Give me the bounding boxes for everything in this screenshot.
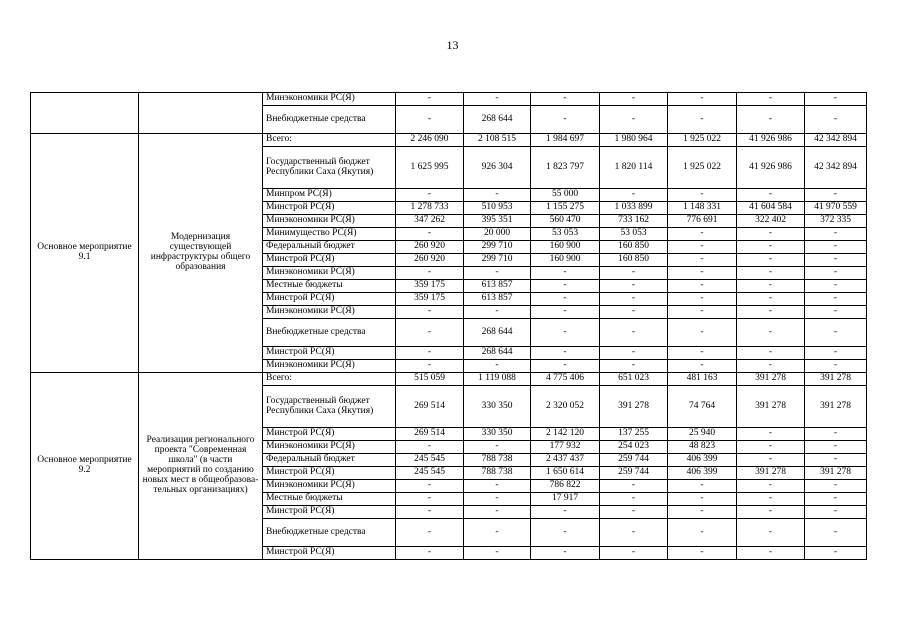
funding-source-cell: Внебюджетные средства [263, 519, 396, 547]
value-cell: - [805, 360, 867, 373]
value-cell: 41 970 559 [805, 202, 867, 215]
funding-source-cell: Государственный бюджет Республики Саха (Якутия) [263, 147, 396, 189]
value-cell: - [531, 280, 600, 293]
value-cell: - [464, 493, 531, 506]
value-cell: 53 053 [600, 228, 668, 241]
value-cell: 776 691 [668, 215, 737, 228]
value-cell: - [737, 319, 805, 347]
value-cell: - [737, 360, 805, 373]
table-row [31, 93, 867, 106]
value-cell: 322 402 [737, 215, 805, 228]
funding-source-cell: Всего: [263, 134, 396, 147]
value-cell: - [805, 93, 867, 106]
funding-source-cell: Местные бюджеты [263, 280, 396, 293]
value-cell: - [531, 360, 600, 373]
value-cell: 359 175 [396, 280, 464, 293]
value-cell: - [668, 241, 737, 254]
value-cell: - [464, 519, 531, 547]
value-cell: - [737, 267, 805, 280]
table-row [31, 134, 867, 147]
value-cell: 395 351 [464, 215, 531, 228]
value-cell: - [600, 347, 668, 360]
value-cell: 2 437 437 [531, 454, 600, 467]
value-cell: 42 342 894 [805, 147, 867, 189]
value-cell: 613 857 [464, 293, 531, 306]
value-cell: - [805, 480, 867, 493]
value-cell: 1 119 088 [464, 373, 531, 386]
value-cell: 177 932 [531, 441, 600, 454]
value-cell: 48 823 [668, 441, 737, 454]
value-cell: 53 053 [531, 228, 600, 241]
value-cell: - [464, 506, 531, 519]
value-cell: - [737, 254, 805, 267]
value-cell: 788 738 [464, 454, 531, 467]
value-cell: - [600, 267, 668, 280]
value-cell: - [805, 293, 867, 306]
measure-title-cell: Модернизация существующей инфраструктуры общего образования [139, 134, 263, 373]
value-cell: 55 000 [531, 189, 600, 202]
funding-source-cell: Минпром РС(Я) [263, 189, 396, 202]
value-cell: 330 350 [464, 428, 531, 441]
value-cell: 160 900 [531, 254, 600, 267]
value-cell: - [805, 347, 867, 360]
value-cell: - [805, 228, 867, 241]
value-cell: - [464, 189, 531, 202]
value-cell: - [396, 228, 464, 241]
funding-source-cell: Федеральный бюджет [263, 241, 396, 254]
value-cell: - [737, 519, 805, 547]
funding-source-cell: Минстрой РС(Я) [263, 347, 396, 360]
value-cell: - [396, 547, 464, 560]
value-cell: 1 823 797 [531, 147, 600, 189]
value-cell: - [668, 319, 737, 347]
value-cell: - [737, 293, 805, 306]
value-cell: - [531, 347, 600, 360]
funding-source-cell: Минэкономики РС(Я) [263, 306, 396, 319]
value-cell: 1 155 275 [531, 202, 600, 215]
value-cell: 1 650 614 [531, 467, 600, 480]
value-cell: - [531, 106, 600, 134]
value-cell: 1 980 964 [600, 134, 668, 147]
value-cell: 41 604 584 [737, 202, 805, 215]
value-cell: - [531, 519, 600, 547]
value-cell: 1 625 995 [396, 147, 464, 189]
value-cell: - [668, 93, 737, 106]
funding-source-cell: Минэкономики РС(Я) [263, 441, 396, 454]
value-cell: - [805, 106, 867, 134]
value-cell: - [600, 360, 668, 373]
value-cell: - [600, 480, 668, 493]
funding-source-cell: Всего: [263, 373, 396, 386]
funding-source-cell: Государственный бюджет Республики Саха (Якутия) [263, 386, 396, 428]
value-cell: - [737, 547, 805, 560]
value-cell: 391 278 [805, 386, 867, 428]
value-cell: 137 255 [600, 428, 668, 441]
funding-source-cell: Минстрой РС(Я) [263, 467, 396, 480]
value-cell: - [737, 441, 805, 454]
value-cell: - [805, 519, 867, 547]
value-cell: - [805, 319, 867, 347]
funding-source-cell: Минэкономики РС(Я) [263, 360, 396, 373]
value-cell: 391 278 [600, 386, 668, 428]
value-cell: - [737, 189, 805, 202]
value-cell: 41 926 986 [737, 134, 805, 147]
value-cell: - [805, 547, 867, 560]
value-cell: - [396, 441, 464, 454]
value-cell: - [668, 254, 737, 267]
value-cell: - [737, 280, 805, 293]
value-cell: - [600, 506, 668, 519]
value-cell: - [668, 347, 737, 360]
value-cell: - [396, 360, 464, 373]
value-cell: - [396, 267, 464, 280]
value-cell: - [737, 93, 805, 106]
value-cell: - [396, 319, 464, 347]
value-cell: - [737, 106, 805, 134]
value-cell: - [464, 267, 531, 280]
value-cell: 515 059 [396, 373, 464, 386]
value-cell: - [737, 454, 805, 467]
value-cell: 245 545 [396, 454, 464, 467]
value-cell: - [600, 319, 668, 347]
value-cell: 254 023 [600, 441, 668, 454]
value-cell: - [396, 306, 464, 319]
value-cell: - [737, 506, 805, 519]
value-cell: - [464, 360, 531, 373]
value-cell: 160 850 [600, 254, 668, 267]
value-cell: - [600, 519, 668, 547]
value-cell: 1 820 114 [600, 147, 668, 189]
value-cell: 359 175 [396, 293, 464, 306]
value-cell: 299 710 [464, 254, 531, 267]
funding-source-cell: Федеральный бюджет [263, 454, 396, 467]
value-cell: - [668, 506, 737, 519]
value-cell: - [668, 280, 737, 293]
value-cell: - [531, 267, 600, 280]
value-cell: 74 764 [668, 386, 737, 428]
value-cell: - [805, 189, 867, 202]
funding-source-cell: Минстрой РС(Я) [263, 547, 396, 560]
value-cell: - [805, 506, 867, 519]
value-cell: - [805, 441, 867, 454]
value-cell: - [737, 228, 805, 241]
value-cell: - [464, 441, 531, 454]
value-cell: - [396, 480, 464, 493]
value-cell: - [531, 93, 600, 106]
funding-source-cell: Минимущество РС(Я) [263, 228, 396, 241]
value-cell: - [396, 106, 464, 134]
value-cell: - [396, 493, 464, 506]
value-cell: - [600, 189, 668, 202]
value-cell: - [600, 293, 668, 306]
value-cell: - [805, 267, 867, 280]
funding-source-cell: Местные бюджеты [263, 493, 396, 506]
budget-table-body [31, 93, 867, 560]
value-cell: - [737, 493, 805, 506]
value-cell: 391 278 [805, 467, 867, 480]
value-cell: - [668, 267, 737, 280]
funding-source-cell: Минстрой РС(Я) [263, 202, 396, 215]
value-cell: - [668, 480, 737, 493]
value-cell: - [668, 547, 737, 560]
value-cell: - [531, 306, 600, 319]
value-cell: - [805, 254, 867, 267]
value-cell: 560 470 [531, 215, 600, 228]
value-cell: 391 278 [737, 373, 805, 386]
funding-source-cell: Минстрой РС(Я) [263, 254, 396, 267]
value-cell: 391 278 [737, 467, 805, 480]
value-cell: 391 278 [737, 386, 805, 428]
value-cell: - [531, 319, 600, 347]
value-cell: - [737, 428, 805, 441]
funding-source-cell: Минэкономики РС(Я) [263, 480, 396, 493]
value-cell: - [805, 428, 867, 441]
value-cell: 2 108 515 [464, 134, 531, 147]
value-cell: - [464, 306, 531, 319]
value-cell: 259 744 [600, 454, 668, 467]
value-cell: - [668, 106, 737, 134]
value-cell: - [737, 480, 805, 493]
value-cell: - [668, 360, 737, 373]
value-cell: 613 857 [464, 280, 531, 293]
value-cell: 406 399 [668, 454, 737, 467]
value-cell: 160 850 [600, 241, 668, 254]
value-cell: 788 738 [464, 467, 531, 480]
value-cell: 786 822 [531, 480, 600, 493]
value-cell: - [668, 519, 737, 547]
value-cell: - [396, 506, 464, 519]
value-cell: - [396, 519, 464, 547]
value-cell: - [805, 280, 867, 293]
value-cell: 1 984 697 [531, 134, 600, 147]
value-cell: - [464, 93, 531, 106]
value-cell: - [531, 547, 600, 560]
value-cell: 2 246 090 [396, 134, 464, 147]
value-cell: 1 148 331 [668, 202, 737, 215]
value-cell: - [805, 493, 867, 506]
value-cell: 269 514 [396, 386, 464, 428]
value-cell: 1 033 899 [600, 202, 668, 215]
value-cell: - [805, 306, 867, 319]
value-cell: 406 399 [668, 467, 737, 480]
value-cell: 391 278 [805, 373, 867, 386]
value-cell: 1 925 022 [668, 147, 737, 189]
value-cell: 330 350 [464, 386, 531, 428]
value-cell: - [600, 493, 668, 506]
funding-source-cell: Минстрой РС(Я) [263, 293, 396, 306]
value-cell: - [600, 547, 668, 560]
value-cell: 481 163 [668, 373, 737, 386]
value-cell: - [600, 306, 668, 319]
funding-source-cell: Минстрой РС(Я) [263, 506, 396, 519]
funding-source-cell: Внебюджетные средства [263, 319, 396, 347]
value-cell: - [600, 280, 668, 293]
value-cell: - [737, 241, 805, 254]
value-cell: 926 304 [464, 147, 531, 189]
value-cell: - [464, 480, 531, 493]
funding-source-cell: Минэкономики РС(Я) [263, 267, 396, 280]
value-cell: 2 320 052 [531, 386, 600, 428]
table-row [31, 373, 867, 386]
measure-title-cell: Реализация регионального проекта "Современная школа" (в части мероприятий по созданию новых мест в общеобразова-тельных организациях) [139, 373, 263, 560]
funding-source-cell: Минэкономики РС(Я) [263, 215, 396, 228]
value-cell: 20 000 [464, 228, 531, 241]
value-cell: 259 744 [600, 467, 668, 480]
value-cell: 2 142 120 [531, 428, 600, 441]
value-cell: 268 644 [464, 106, 531, 134]
value-cell: - [737, 306, 805, 319]
value-cell: - [668, 228, 737, 241]
measure-cell [31, 93, 139, 134]
value-cell: - [464, 547, 531, 560]
value-cell: - [805, 454, 867, 467]
value-cell: - [531, 506, 600, 519]
value-cell: 25 940 [668, 428, 737, 441]
measure-cell: Основное мероприятие 9.2 [31, 373, 139, 560]
value-cell: 268 644 [464, 347, 531, 360]
value-cell: 4 775 406 [531, 373, 600, 386]
measure-cell: Основное мероприятие 9.1 [31, 134, 139, 373]
value-cell: - [668, 306, 737, 319]
value-cell: - [600, 93, 668, 106]
value-cell: 160 900 [531, 241, 600, 254]
value-cell: 269 514 [396, 428, 464, 441]
value-cell: 1 925 022 [668, 134, 737, 147]
value-cell: 733 162 [600, 215, 668, 228]
budget-table [30, 92, 867, 560]
value-cell: 260 920 [396, 254, 464, 267]
value-cell: - [531, 293, 600, 306]
page-number: 13 [446, 38, 459, 52]
value-cell: - [396, 347, 464, 360]
value-cell: 41 926 986 [737, 147, 805, 189]
value-cell: 651 023 [600, 373, 668, 386]
value-cell: 299 710 [464, 241, 531, 254]
value-cell: - [600, 106, 668, 134]
value-cell: - [396, 93, 464, 106]
value-cell: - [668, 493, 737, 506]
value-cell: - [668, 189, 737, 202]
value-cell: 42 342 894 [805, 134, 867, 147]
funding-source-cell: Внебюджетные средства [263, 106, 396, 134]
value-cell: - [805, 241, 867, 254]
funding-source-cell: Минэкономики РС(Я) [263, 93, 396, 106]
funding-source-cell: Минстрой РС(Я) [263, 428, 396, 441]
value-cell: 347 262 [396, 215, 464, 228]
value-cell: - [396, 189, 464, 202]
value-cell: 510 953 [464, 202, 531, 215]
value-cell: - [737, 347, 805, 360]
value-cell: 372 335 [805, 215, 867, 228]
value-cell: 268 644 [464, 319, 531, 347]
value-cell: 17 917 [531, 493, 600, 506]
measure-title-cell [139, 93, 263, 134]
value-cell: - [668, 293, 737, 306]
value-cell: 245 545 [396, 467, 464, 480]
value-cell: 260 920 [396, 241, 464, 254]
value-cell: 1 278 733 [396, 202, 464, 215]
